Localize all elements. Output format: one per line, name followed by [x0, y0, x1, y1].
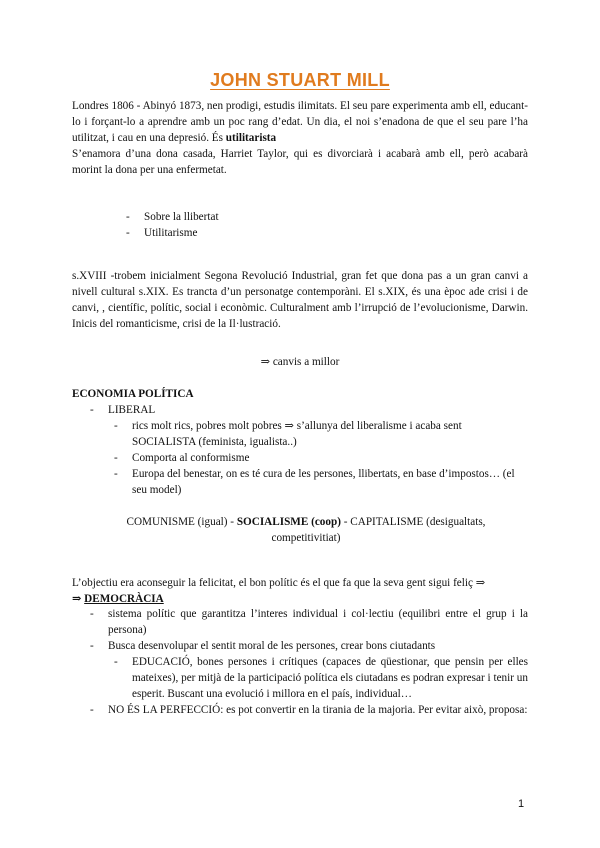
section-heading-economia: ECONOMIA POLÍTICA: [72, 388, 194, 400]
list-item: [72, 638, 528, 654]
list-item-text: rics molt rics, pobres molt pobres ⇒ s’allunya del liberalisme i acaba sent SOCIALISTA (feminista, igualista..): [132, 420, 462, 448]
bullet-dash: -: [126, 227, 130, 239]
list-item: [90, 225, 546, 241]
list-item-text: Europa del benestar, on es té cura de les persones, llibertats, en base d’impostos… (el seu model): [132, 468, 515, 496]
works-list: [90, 209, 546, 241]
intro-bold-term: utilitarista: [225, 132, 277, 144]
arrow-line: ⇒ canvis a millor: [260, 356, 340, 368]
capitalisme-text: - CAPITALISME (desigualtats, competitivitiat): [271, 516, 486, 544]
list-item-text: EDUCACIÓ, bones persones i crítiques (capaces de qüestionar, que pensin per elles mateixes), per mitjà de la participació política els ciutadans es podran expresar i tenir un esperit. Buscant una evolució i millora en el país, individual…: [132, 656, 528, 700]
list-item-text: sistema polític que garantitza l’interes individual i col·lectiu (equilibri entre el grup i la persona): [108, 608, 528, 636]
list-item-text: Busca desenvolupar el sentit moral de les persones, crear bons ciutadants: [108, 640, 436, 652]
intro-paragraph: [72, 98, 528, 178]
page-number: 1: [518, 798, 525, 810]
bullet-dash: -: [126, 211, 130, 223]
democracia-intro: [72, 575, 528, 607]
list-item-text: Utilitarisme: [144, 227, 198, 239]
intro-text-2: S’enamora d’una dona casada, Harriet Taylor, qui es divorciarà i acabarà amb ell, però acabarà morint la dona per una enfermetat.: [72, 148, 528, 176]
page-title: JOHN STUART MILL: [210, 70, 390, 90]
bullet-dash: -: [90, 404, 94, 416]
democracia-list: [72, 606, 528, 718]
sub-list-item: [72, 450, 528, 466]
list-item: [90, 209, 546, 225]
bullet-dash: -: [90, 640, 94, 652]
socialisme-bold: SOCIALISME (coop): [236, 516, 341, 528]
sub-list-item: [72, 654, 528, 702]
list-item: [72, 702, 528, 718]
bullet-dash: -: [114, 656, 118, 668]
arrow-symbol: ⇒: [72, 593, 85, 605]
bullet-dash: -: [114, 468, 118, 480]
list-item-text: LIBERAL: [108, 404, 156, 416]
sub-list-item: [72, 418, 528, 450]
list-item: [72, 606, 528, 638]
economia-list: [72, 402, 528, 498]
bullet-dash: -: [114, 452, 118, 464]
list-item-text: Sobre la llibertat: [144, 211, 219, 223]
democracia-intro-text: L’objectiu era aconseguir la felicitat, el bon polític és el que fa que la seva gent sigui feliç ⇒: [72, 577, 486, 589]
bullet-dash: -: [90, 608, 94, 620]
intro-text: Londres 1806 - Abinyó 1873, nen prodigi, estudis ilimitats. El seu pare experimenta amb ell, educant-lo i forçant-lo a aprendre amb un poc rang d’edat. Un dia, el noi s’enadona de que el seu pare l’ha utilitzat, i cau en una depresió. És: [72, 100, 528, 144]
comunisme-text: COMUNISME (igual) -: [126, 516, 237, 528]
bullet-dash: -: [114, 420, 118, 432]
list-item-text: NO ÉS LA PERFECCIÓ: es pot convertir en la tirania de la majoria. Per evitar això, proposa:: [108, 704, 528, 716]
list-item-text: Comporta al conformisme: [132, 452, 250, 464]
context-paragraph: s.XVIII -trobem inicialment Segona Revolució Industrial, gran fet que dona pas a un gran canvi a nivell cultural s.XIX. Es trancta d’un personatge contemporàni. El s.XIX, és una èpoc ade crisi i de canvi, , científic, polític, social i econòmic. Culturalment amb l’irrupció de l’evolucionisme, Darwin. Inicis del romanticisme, crisi de la Il·lustració.: [72, 270, 528, 330]
comunisme-line: [96, 514, 516, 546]
bullet-dash: -: [90, 704, 94, 716]
section-heading-democracia: DEMOCRÀCIA: [84, 593, 164, 605]
list-item: [72, 402, 528, 418]
sub-list-item: [72, 466, 528, 498]
